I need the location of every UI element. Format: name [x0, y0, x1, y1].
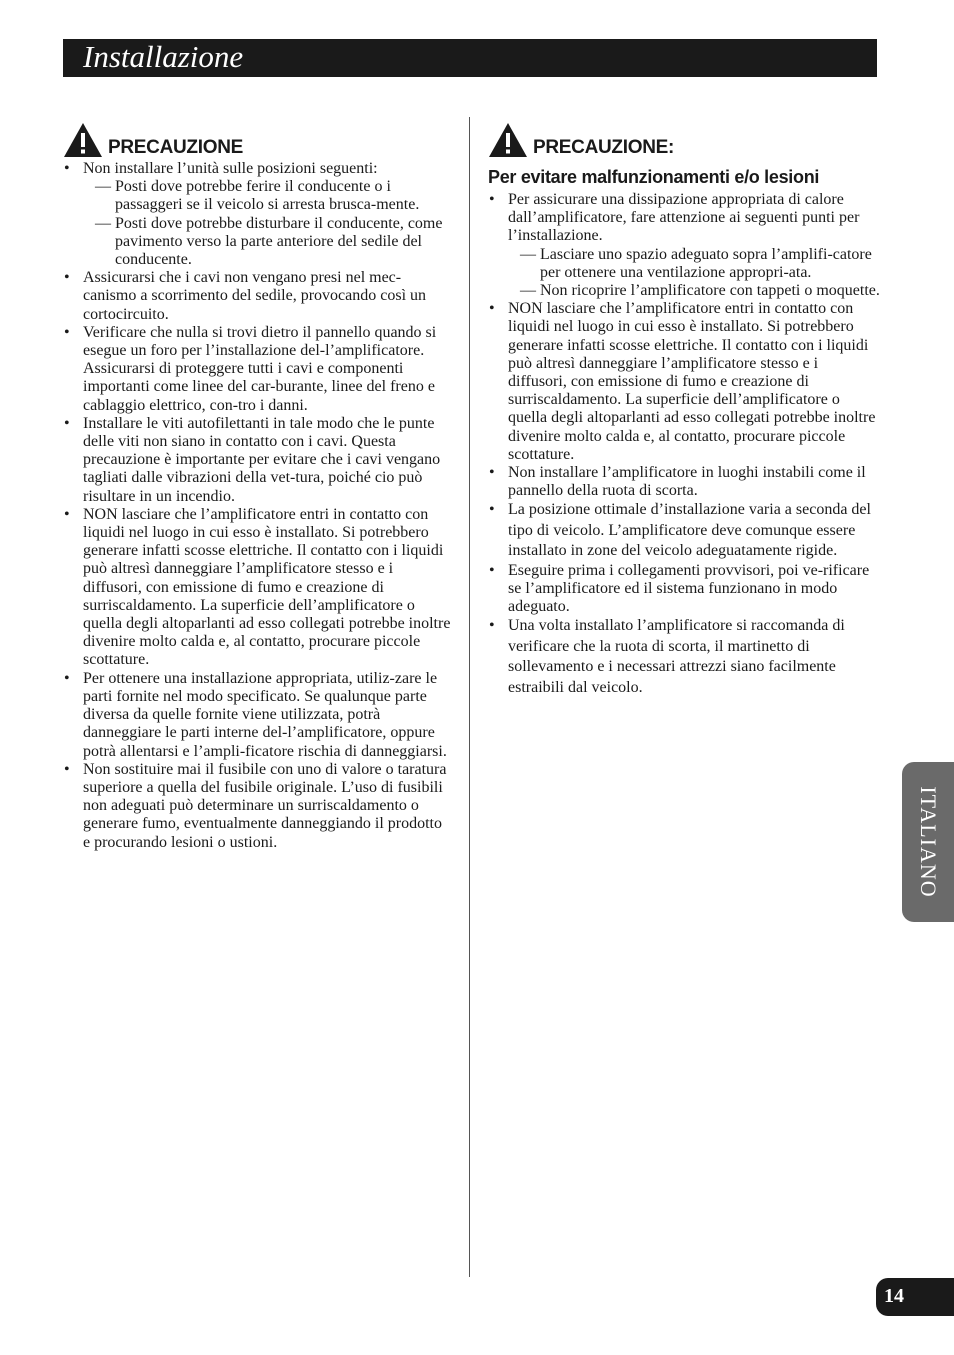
dash-marker: —	[95, 178, 111, 196]
sub-list-item	[508, 282, 880, 300]
list-item-text: • Eseguire prima i collegamenti provvisori, poi ve-rificare se l’amplificatore ed il sistema funzionano in modo adeguato.	[508, 561, 870, 616]
sub-list-item	[508, 246, 880, 282]
right-column	[488, 120, 880, 698]
list-item	[63, 670, 453, 761]
warning-triangle-icon	[488, 122, 528, 158]
list-item	[488, 500, 880, 561]
dash-marker: —	[520, 282, 536, 300]
list-item-text: • Una volta installato l’amplificatore si raccomanda di verificare che la ruota di scorta, il martinetto di sollevamento e i necessari attrezzi siano facilmente estraibili dal veicolo.	[508, 617, 845, 696]
page-title: Installazione	[83, 39, 244, 74]
sub-list	[83, 178, 453, 269]
list-item-text: • Non installare l’amplificatore in luoghi instabili come il pannello della ruota di scorta.	[508, 464, 866, 500]
list-item	[63, 269, 453, 324]
list-item-text: • La posizione ottimale d’installazione varia a seconda del tipo di veicolo. L’amplificatore deve comunque essere installato in zone del veicolo adeguatamente rigide.	[508, 501, 871, 560]
list-item	[488, 616, 880, 698]
warning-triangle-icon	[63, 122, 103, 158]
list-item	[63, 761, 453, 852]
list-item	[63, 160, 453, 269]
list-item-text: • NON lasciare che l’amplificatore entri in contatto con liquidi nel luogo in cui esso è installato. Si potrebbero generare infatti scosse elettriche. Il contatto con i liquidi può altresì danneggiare l’amplificatore stesso e i diffusori, con emissione di fumo e creazione di surriscaldamento. La superficie dell’amplificatore o quella degli altoparlanti ad esso collegati potrebbe inoltre divenire molto calda e, al contatto, procurare piccole scottature.	[83, 505, 451, 669]
list-item-text: • Non sostituire mai il fusibile con uno di valore o taratura superiore a quella del fusibile originale. L’uso di fusibili non adeguati può determinare un surriscaldamento o generare fumo, eventualmente danneggiando il prodotto e procurando lesioni o ustioni.	[83, 760, 447, 851]
list-item-text: • Assicurarsi che i cavi non vengano presi nel mec-canismo a scorrimento del sedile, provocando così un cortocircuito.	[83, 269, 427, 323]
sub-list-item-text: Posti dove potrebbe ferire il conducente o i passaggeri se il veicolo si arresta brusca-mente.	[115, 178, 420, 214]
column-divider	[469, 117, 470, 1277]
list-item	[63, 324, 453, 415]
dash-marker: —	[95, 214, 111, 232]
list-item-text: • Per assicurare una dissipazione appropriata di calore dall’amplificatore, fare attenzione ai seguenti punti per l’installazione.	[508, 191, 860, 245]
list-item	[488, 464, 880, 500]
caution-title: PRECAUZIONE	[108, 137, 243, 158]
list-item	[488, 562, 880, 617]
list-item-text: • NON lasciare che l’amplificatore entri in contatto con liquidi nel luogo in cui esso è installato. Si potrebbero generare infatti scosse elettriche. Il contatto con i liquidi può altresì danneggiare l’amplificatore stesso e i diffusori, con emissione di fumo e creazione di surriscaldamento. La superficie dell’amplificatore o quella degli altoparlanti ad esso collegati potrebbe inoltre divenire molto calda e, al contatto, procurare piccole scottature.	[508, 300, 876, 463]
right-caution-list	[488, 191, 880, 698]
caution-heading-right	[488, 120, 880, 158]
left-column	[63, 120, 453, 852]
language-tab-label: ITALIANO	[916, 786, 941, 898]
language-tab	[902, 762, 954, 922]
sub-list-item-text: Non ricoprire l’amplificatore con tappeti o moquette.	[540, 282, 880, 300]
list-item	[488, 191, 880, 300]
list-item	[488, 300, 880, 464]
page-number: 14	[884, 1285, 904, 1307]
left-caution-list	[63, 160, 453, 852]
header-bar	[63, 39, 877, 77]
dash-marker: —	[520, 245, 536, 263]
page-number-box	[876, 1278, 954, 1316]
sub-list-item-text: Posti dove potrebbe disturbare il conducente, come pavimento verso la parte anteriore del sedile del conducente.	[115, 214, 443, 269]
list-item-text: • Installare le viti autofilettanti in tale modo che le punte delle viti non siano in contatto con i cavi. Questa precauzione è importante per evitare che i cavi vengano tagliati dalle vibrazioni della vet-tura, poiché cio può risultare in un incendio.	[83, 414, 441, 505]
caution-heading-left	[63, 120, 453, 158]
list-item-text: • Per ottenere una installazione appropriata, utiliz-zare le parti fornite nel modo specificato. Se qualunque parte diversa da quelle fornite viene utilizzata, potrà danneggiare le parti interne del-l’amplificatore, oppure potrà allentarsi e l’ampli-ficatore rischia di danneggiarsi.	[83, 669, 447, 760]
sub-list-item	[83, 215, 453, 270]
sub-list-item-text: Lasciare uno spazio adeguato sopra l’amplifi-catore per ottenere una ventilazione appropri-ata.	[540, 245, 872, 281]
caution-title: PRECAUZIONE:	[533, 137, 675, 158]
list-item	[63, 415, 453, 506]
section-subheading: Per evitare malfunzionamenti e/o lesioni	[488, 167, 820, 187]
list-item-text: • Non installare l’unità sulle posizioni seguenti:	[83, 160, 378, 177]
list-item-text: • Verificare che nulla si trovi dietro il pannello quando si esegue un foro per l’installazione del-l’amplificatore. Assicurarsi di proteggere tutti i cavi e componenti importanti come linee del car-burante, linee del freno e cablaggio elettrico, con-tro i danni.	[83, 323, 437, 414]
sub-list-item	[83, 178, 453, 214]
sub-list	[508, 246, 880, 301]
list-item	[63, 506, 453, 670]
